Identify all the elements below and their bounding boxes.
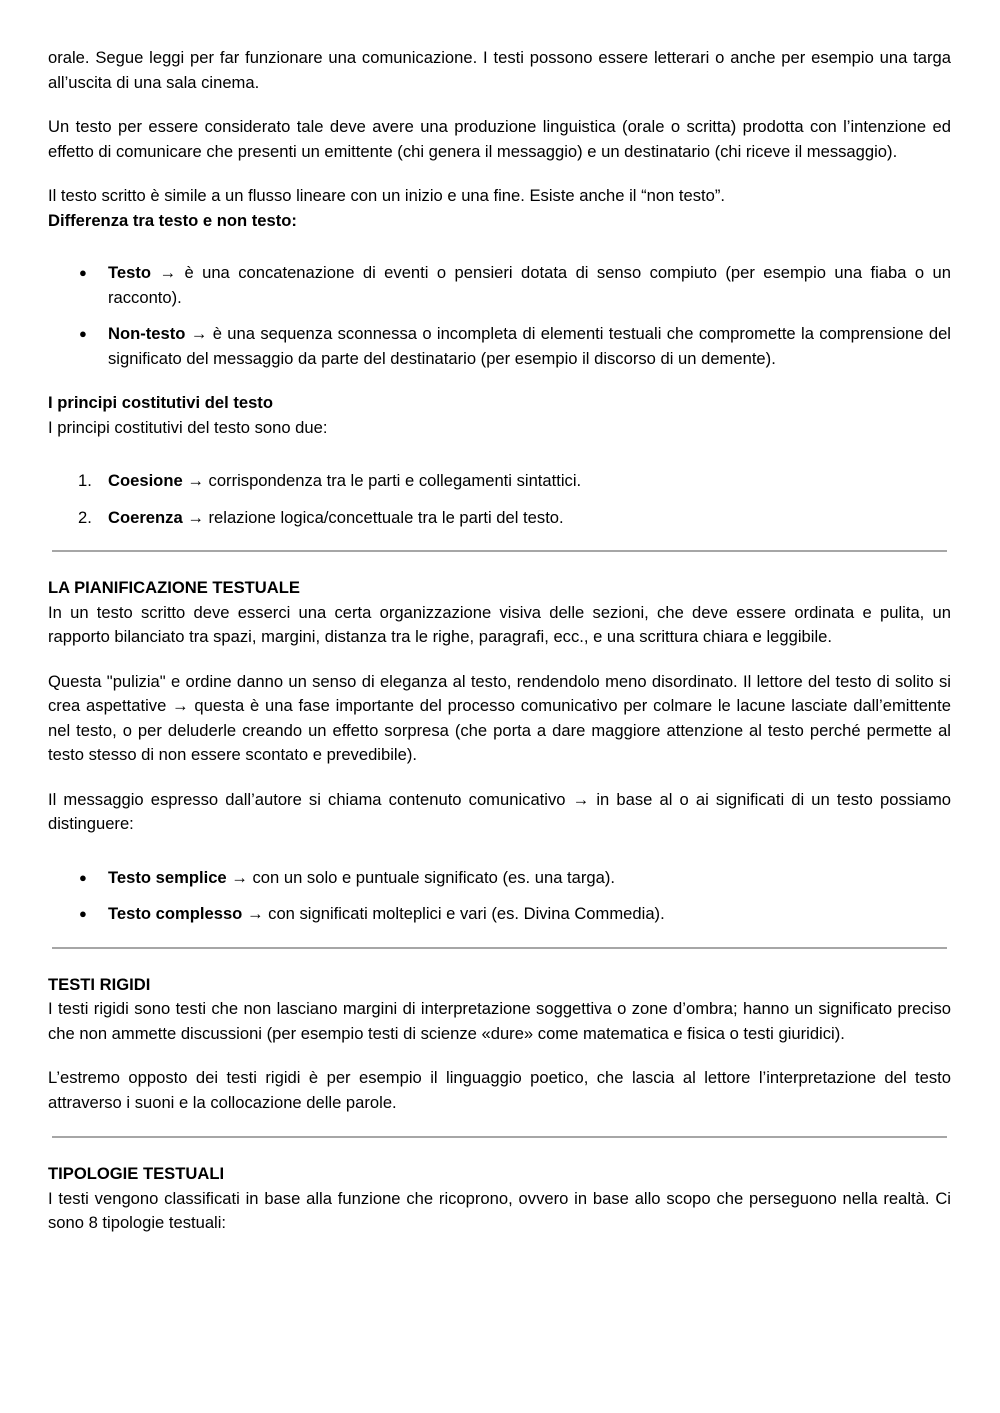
list-item: [48, 469, 951, 494]
section-divider: [52, 947, 947, 949]
list-item-text: → corrispondenza tra le parti e collegamenti sintattici.: [182, 471, 582, 490]
list-item: [48, 261, 951, 310]
pianificazione-paragraph-2: Questa "pulizia" e ordine danno un senso di eleganza al testo, rendendolo meno disordinato. Il lettore del testo di solito si crea aspettative → questa è una fase importante del processo comunicativo per colmare le lacune lasciate dall’emittente nel testo, o per deluderle creando un effetto sorpresa (che porta a dare maggiore attenzione al testo perché permette al testo stesso di non essere scontato e prevedibile).: [48, 671, 951, 764]
intro-paragraph-2: Un testo per essere considerato tale deve avere una produzione linguistica (orale o scritta) prodotta con l’intenzione ed effetto di comunicare che presenti un emittente (chi genera il messaggio) e un destinatario (chi riceve il messaggio).: [48, 117, 951, 161]
section-divider: [52, 1136, 947, 1138]
list-item: [48, 322, 951, 371]
section-divider: [52, 550, 947, 552]
list-item-term: Testo semplice: [108, 867, 227, 887]
list-item-text: → con significati molteplici e vari (es. Divina Commedia).: [242, 904, 665, 923]
list-item-text: → è una sequenza sconnessa o incompleta di elementi testuali che compromette la comprensione del significato del messaggio da parte del destinatario (per esempio il discorso di un demente).: [108, 324, 951, 368]
document-page: [48, 46, 951, 1236]
rigidi-paragraph-2: L’estremo opposto dei testi rigidi è per esempio il linguaggio poetico, che lascia al lettore l’interpretazione del testo attraverso i suoni e la collocazione delle parole.: [48, 1068, 951, 1112]
list-item: [48, 866, 951, 891]
differenza-heading: Differenza tra testo e non testo:: [48, 210, 297, 230]
list-item-term: Testo complesso: [108, 904, 243, 923]
list-item-term: Coerenza: [108, 507, 183, 527]
list-item-term: Coesione: [108, 471, 183, 490]
rigidi-heading: TESTI RIGIDI: [48, 974, 151, 994]
list-item-term: Non-testo: [108, 324, 186, 343]
rigidi-paragraph-1: I testi rigidi sono testi che non lasciano margini di interpretazione soggettiva o zone d’ombra; hanno un significato preciso che non ammette discussioni (per esempio testi di scienze «dure» come matematica e fisica o testi giuridici).: [48, 999, 951, 1043]
tipologie-paragraph-1: I testi vengono classificati in base alla funzione che ricoprono, ovvero in base allo scopo che perseguono nella realtà. Ci sono 8 tipologie testuali:: [48, 1188, 951, 1232]
principi-list: [48, 469, 951, 530]
list-item-text: → è una concatenazione di eventi o pensieri dotata di senso compiuto (per esempio una fiaba o un racconto).: [108, 263, 951, 307]
intro-paragraph-3: Il testo scritto è simile a un flusso lineare con un inizio e una fine. Esiste anche il “non testo”.: [48, 186, 726, 205]
pianificazione-list: [48, 866, 951, 927]
pianificazione-paragraph-3: Il messaggio espresso dall’autore si chiama contenuto comunicativo → in base al o ai significati di un testo possiamo distinguere:: [48, 789, 951, 833]
principi-heading: I principi costitutivi del testo: [48, 393, 273, 412]
list-item: [48, 506, 951, 531]
list-item-term: Testo: [108, 263, 152, 282]
list-item: [48, 902, 951, 927]
pianificazione-heading: LA PIANIFICAZIONE TESTUALE: [48, 578, 300, 597]
list-item-number: 1.: [78, 471, 92, 490]
intro-paragraph-1: orale. Segue leggi per far funzionare una comunicazione. I testi possono essere letterari o anche per esempio una targa all’uscita di una sala cinema.: [48, 48, 951, 92]
list-item-text: → relazione logica/concettuale tra le parti del testo.: [182, 507, 564, 527]
list-item-number: 2.: [78, 507, 92, 527]
differenza-list: [48, 261, 951, 371]
principi-intro: I principi costitutivi del testo sono due:: [48, 417, 328, 437]
pianificazione-paragraph-1: In un testo scritto deve esserci una certa organizzazione visiva delle sezioni, che deve essere ordinata e pulita, un rapporto bilanciato tra spazi, margini, distanza tra le righe, paragrafi, ecc., e una scrittura chiara e leggibile.: [48, 602, 951, 646]
tipologie-heading: TIPOLOGIE TESTUALI: [48, 1164, 225, 1183]
list-item-text: → con un solo e puntuale significato (es. una targa).: [226, 867, 616, 887]
